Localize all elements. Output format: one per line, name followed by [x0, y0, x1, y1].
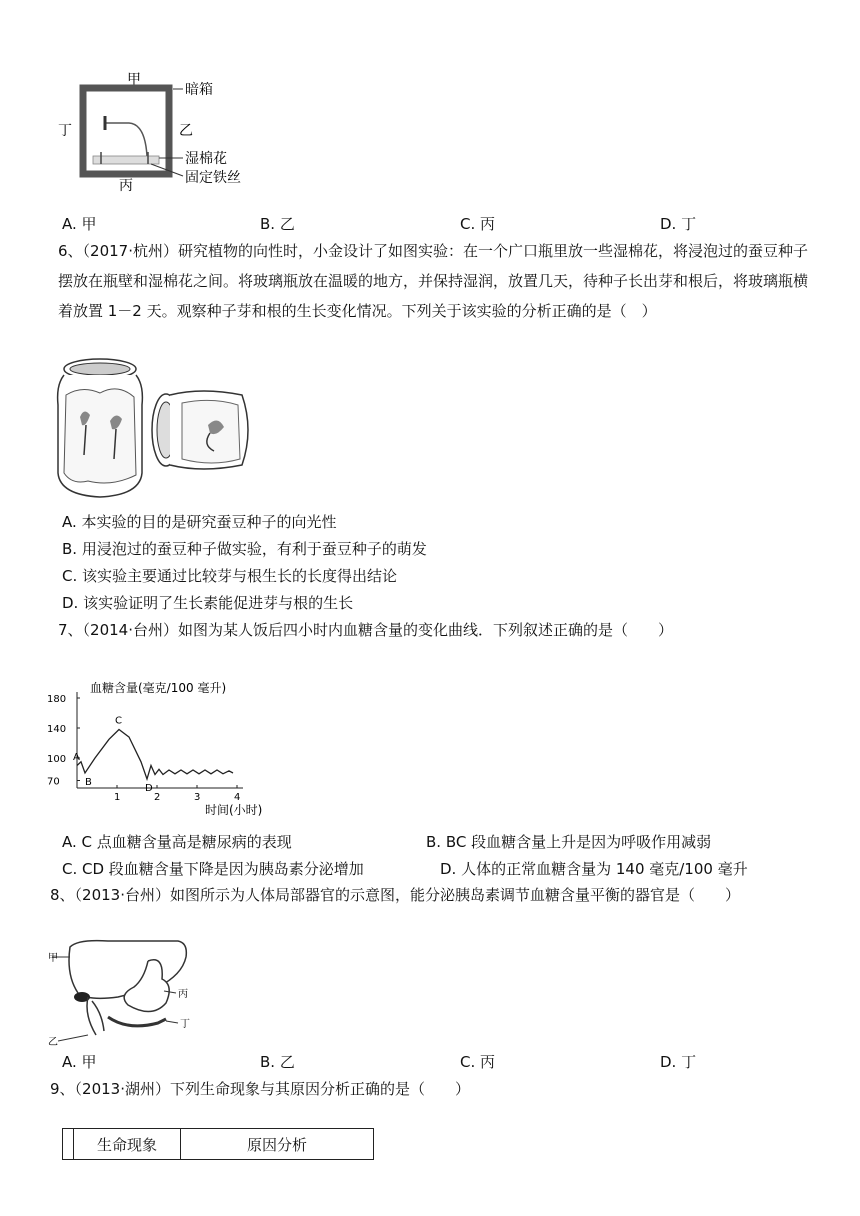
y-tick-label: 140: [47, 724, 67, 735]
q7-option-d: D. 人体的正常血糖含量为 140 毫克/100 毫升: [440, 860, 748, 878]
q6-option-a: A. 本实验的目的是研究蚕豆种子的向光性: [62, 513, 337, 531]
x-axis-label: 时间(小时): [205, 803, 263, 817]
q8-option-d: D. 丁: [660, 1053, 697, 1071]
point-label-c: C: [115, 715, 122, 727]
dark-box-figure: [55, 68, 285, 193]
point-label-d: D: [145, 783, 153, 794]
label-dark-box: 暗箱: [185, 82, 213, 98]
q7-option-c: C. CD 段血糖含量下降是因为胰岛素分泌增加: [62, 860, 364, 878]
y-tick-label: 100: [47, 754, 67, 765]
q8-option-b: B. 乙: [260, 1053, 295, 1071]
question-9-text: 9、（2013·湖州）下列生命现象与其原因分析正确的是（ ）: [50, 1080, 470, 1098]
x-tick-label: 4: [234, 792, 241, 803]
q9-table: [62, 1128, 374, 1160]
wet-cotton: [93, 156, 159, 164]
label-yi: 乙: [179, 123, 193, 139]
table-header-phenomenon: 生命现象: [74, 1129, 181, 1160]
label-ding-organ: 丁: [180, 1019, 190, 1030]
point-label-b: B: [85, 777, 92, 788]
label-bing: 丙: [119, 178, 133, 193]
label-bing-organ: 丙: [178, 989, 188, 1000]
y-tick-label: 180: [47, 694, 67, 705]
q6-option-d: D. 该实验证明了生长素能促进芽与根的生长: [62, 594, 354, 612]
blood-sugar-curve: [77, 730, 233, 780]
table-header-row: [63, 1129, 374, 1160]
y-tick-label: 70: [47, 776, 60, 788]
q6-option-b: B. 用浸泡过的蚕豆种子做实验，有利于蚕豆种子的萌发: [62, 540, 427, 558]
q8-option-c: C. 丙: [460, 1053, 496, 1071]
point-label-a: A: [73, 751, 80, 763]
blood-sugar-chart: [45, 678, 295, 823]
q6-option-c: C. 该实验主要通过比较芽与根生长的长度得出结论: [62, 567, 398, 585]
x-tick-label: 3: [194, 792, 201, 803]
sideways-jar: [152, 391, 248, 469]
y-axis-label: 血糖含量(毫克/100 毫升): [90, 681, 227, 695]
label-wet-cotton: 湿棉花: [185, 151, 227, 167]
q7-option-b: B. BC 段血糖含量上升是因为呼吸作用减弱: [426, 833, 712, 851]
x-tick-label: 1: [114, 792, 121, 803]
label-jia-organ: 甲: [48, 953, 58, 964]
pancreas: [108, 1017, 166, 1026]
table-index-cell: [63, 1129, 74, 1160]
question-6-text: 6、（2017·杭州）研究植物的向性时，小金设计了如图实验：在一个广口瓶里放一些湿棉花，将浸泡过的蚕豆种子摆放在瓶壁和湿棉花之间。将玻璃瓶放在温暖的地方，并保持湿润，放置几天，待种子长出芽和根后，将玻璃瓶横着放置 1－2 天。观察种子芽和根的生长变化情况。下列关于该实验的分析正确的是（ ）: [58, 242, 809, 320]
q5-option-d: D. 丁: [660, 215, 697, 233]
organ-figure: [48, 935, 228, 1050]
label-jia: 甲: [127, 72, 141, 88]
label-ding: 丁: [58, 123, 72, 139]
q5-option-b: B. 乙: [260, 215, 295, 233]
q5-option-a: A. 甲: [62, 215, 97, 233]
label-yi-organ: 乙: [48, 1037, 58, 1048]
label-wire: 固定铁丝: [185, 170, 241, 186]
q7-option-a: A. C 点血糖含量高是糖尿病的表现: [62, 833, 292, 851]
question-7-text: 7、（2014·台州）如图为某人饭后四小时内血糖含量的变化曲线．下列叙述正确的是（ ）: [58, 621, 673, 639]
q8-option-a: A. 甲: [62, 1053, 97, 1071]
question-8-text: 8、（2013·台州）如图所示为人体局部器官的示意图，能分泌胰岛素调节血糖含量平衡的器官是（ ）: [50, 886, 740, 904]
upright-jar: [58, 359, 143, 497]
x-tick-label: 2: [154, 792, 161, 803]
q5-option-c: C. 丙: [460, 215, 496, 233]
jar-figure: [52, 355, 262, 505]
table-header-analysis: 原因分析: [181, 1129, 374, 1160]
